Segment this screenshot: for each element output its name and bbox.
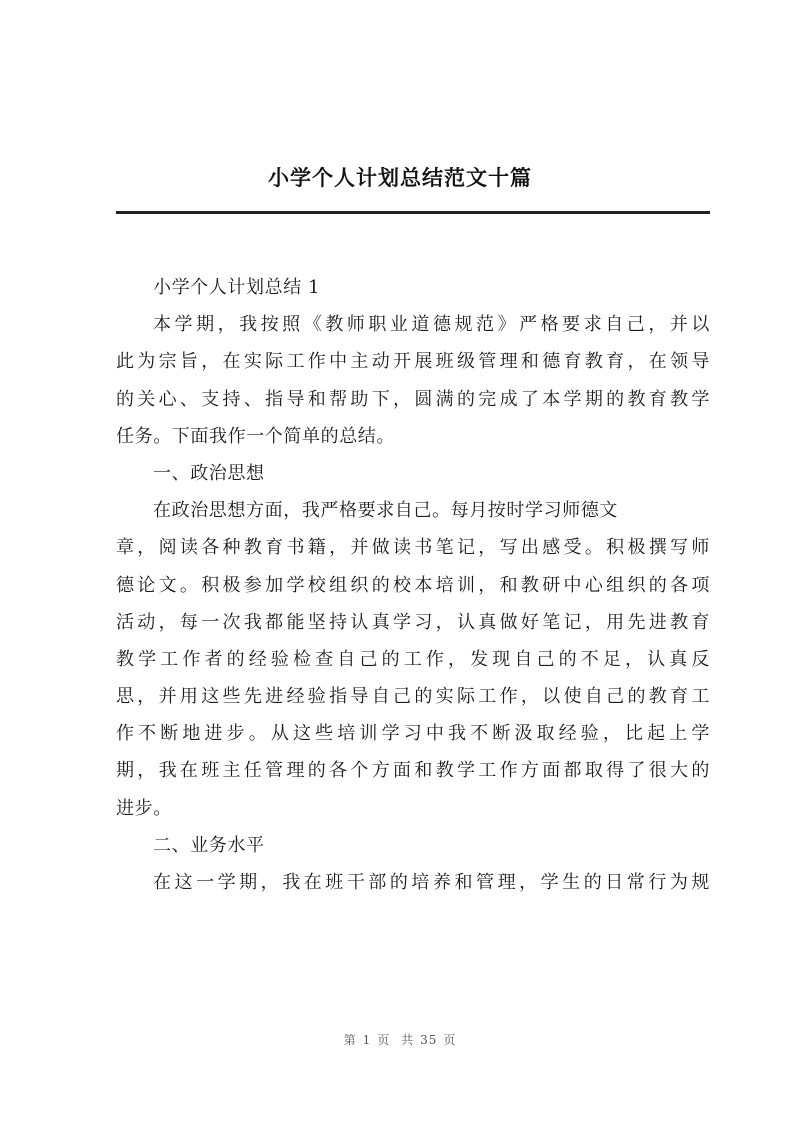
page-footer: [0, 1031, 800, 1048]
footer-middle: 页 共: [377, 1033, 415, 1047]
text-line: 进步。: [116, 797, 172, 819]
text-line: 小学个人计划总结 1: [153, 277, 321, 298]
text-line: 思，并用这些先进经验指导自己的实际工作，以使自己的教育工: [116, 686, 710, 708]
footer-page-number: 1: [362, 1033, 372, 1047]
text-line: 此为宗旨，在实际工作中主动开展班级管理和德育教育，在领导: [116, 351, 710, 373]
text-line: 教学工作者的经验检查自己的工作，发现自己的不足，认真反: [116, 648, 710, 670]
document-title: 小学个人计划总结范文十篇: [268, 165, 532, 190]
text-line: 作不断地进步。从这些培训学习中我不断汲取经验，比起上学: [116, 723, 710, 745]
text-line: 期，我在班主任管理的各个方面和教学工作方面都取得了很大的: [116, 760, 710, 782]
footer-suffix: 页: [443, 1033, 457, 1047]
text-line: 在这一学期，我在班干部的培养和管理，学生的日常行为规: [153, 872, 710, 893]
footer-total-pages: 35: [420, 1033, 438, 1047]
text-line: 任务。下面我作一个简单的总结。: [116, 425, 395, 447]
text-line: 在政治思想方面，我严格要求自己。每月按时学习师德文: [153, 500, 618, 522]
text-line: 二、业务水平: [153, 834, 265, 856]
text-line: 一、政治思想: [153, 462, 265, 484]
text-line: 活动，每一次我都能坚持认真学习，认真做好笔记，用先进教育: [116, 611, 710, 633]
text-line: 章，阅读各种教育书籍，并做读书笔记，写出感受。积极撰写师: [116, 537, 710, 559]
text-line: 本学期，我按照《教师职业道德规范》严格要求自己，并以: [153, 314, 710, 336]
text-line: 德论文。积极参加学校组织的校本培训，和教研中心组织的各项: [116, 574, 710, 596]
document-body: [116, 269, 710, 901]
footer-prefix: 第: [343, 1033, 357, 1047]
title-divider: [116, 211, 710, 214]
text-line: 的关心、支持、指导和帮助下，圆满的完成了本学期的教育教学: [116, 388, 710, 410]
